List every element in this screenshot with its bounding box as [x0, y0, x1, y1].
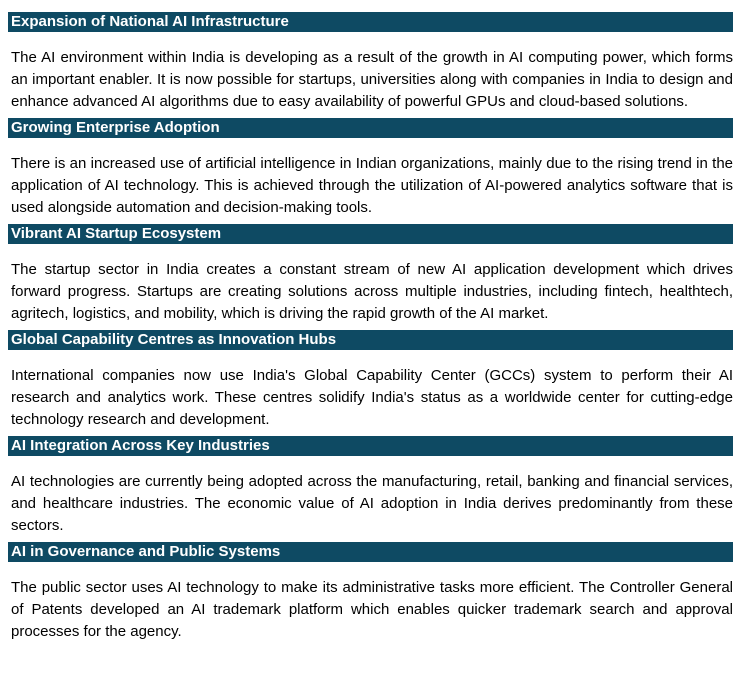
section-heading: AI Integration Across Key Industries	[8, 436, 733, 456]
section-paragraph: The startup sector in India creates a constant stream of new AI application development which drives forward progress. Startups are creating solutions across multiple industries, including fintech, healthtech, agritech, logistics, and mobility, which is driving the rapid growth of the AI market.	[11, 261, 733, 322]
section-industry-integration	[8, 436, 733, 537]
section-paragraph: There is an increased use of artificial intelligence in Indian organizations, mainly due to the rising trend in the application of AI technology. This is achieved through the utilization of AI-powered analytics software that is used alongside automation and decision-making tools.	[11, 155, 733, 216]
section-heading: AI in Governance and Public Systems	[8, 542, 733, 562]
section-paragraph: International companies now use India's Global Capability Center (GCCs) system to perform their AI research and analytics work. These centres solidify India's status as a worldwide center for cutting-edge technology research and development.	[11, 367, 733, 428]
section-heading: Vibrant AI Startup Ecosystem	[8, 224, 733, 244]
section-heading: Growing Enterprise Adoption	[8, 118, 733, 138]
section-paragraph: The AI environment within India is developing as a result of the growth in AI computing power, which forms an important enabler. It is now possible for startups, universities along with companies in India to design and enhance advanced AI algorithms due to easy availability of powerful GPUs and cloud-based solutions.	[11, 49, 733, 110]
section-startup-ecosystem	[8, 224, 733, 325]
section-heading: Expansion of National AI Infrastructure	[8, 12, 733, 32]
section-paragraph: AI technologies are currently being adopted across the manufacturing, retail, banking and financial services, and healthcare industries. The economic value of AI adoption in India derives predominantly from these sectors.	[11, 473, 733, 534]
section-heading: Global Capability Centres as Innovation Hubs	[8, 330, 733, 350]
section-global-capability-centres	[8, 330, 733, 431]
section-enterprise-adoption	[8, 118, 733, 219]
section-paragraph: The public sector uses AI technology to make its administrative tasks more efficient. The Controller General of Patents developed an AI trademark platform which enables quicker trademark search and approval processes for the agency.	[11, 579, 733, 640]
section-governance-public-systems	[8, 542, 733, 643]
section-ai-infrastructure	[8, 12, 733, 113]
